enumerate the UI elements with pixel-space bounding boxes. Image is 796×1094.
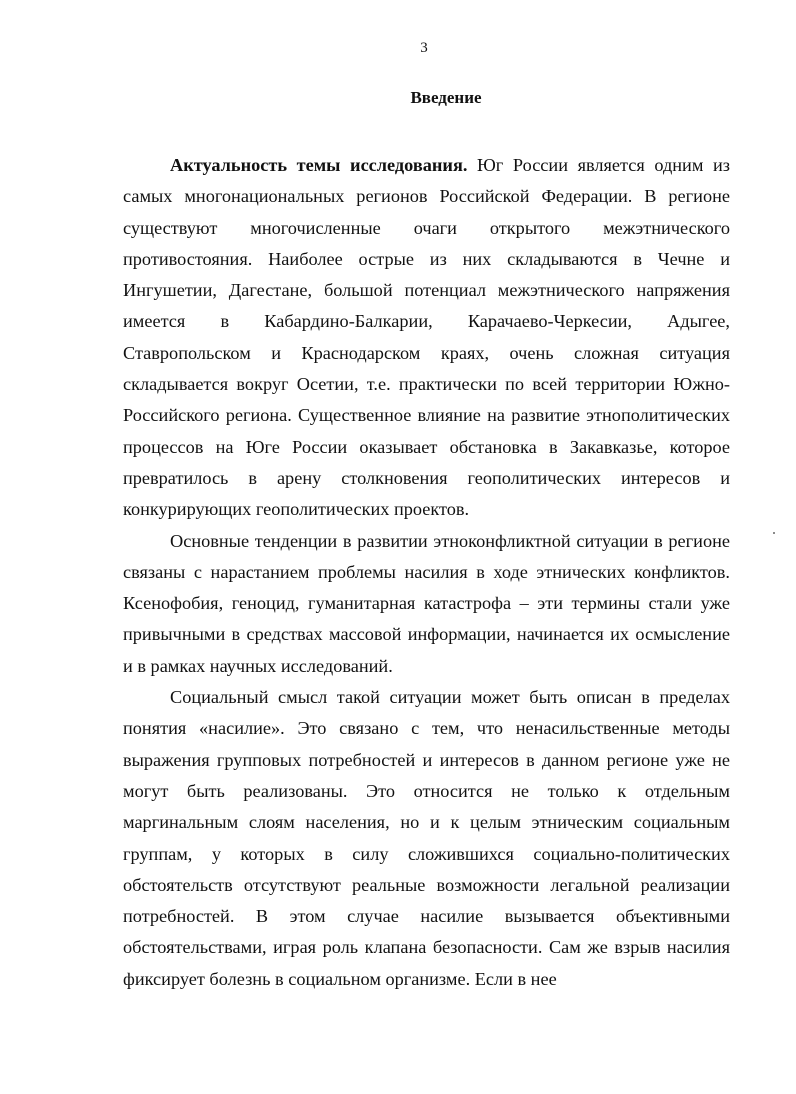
page-number: 3 xyxy=(420,40,428,56)
paragraph-relevance xyxy=(123,150,730,526)
body-text xyxy=(123,150,730,995)
paragraph-text: Основные тенденции в развитии этноконфликтной ситуации в регионе связаны с нарастанием проблемы насилия в ходе этнических конфликтов. Ксенофобия, геноцид, гуманитарная катастрофа – эти термины стали уже привычными в средствах массовой информации, начинается их осмысление и в рамках научных исследований. xyxy=(123,530,730,676)
scan-speck xyxy=(773,532,775,534)
section-title: Введение xyxy=(410,88,482,107)
paragraph-text: Юг России является одним из самых многонациональных регионов Российской Федерации. В регионе существуют многочисленные очаги открытого межэтнического противостояния. Наиболее острые из них складываются в Чечне и Ингушетии, Дагестане, большой потенциал межэтнического напряжения имеется в Кабардино-Балкарии, Карачаево-Черкесии, Адыгее, Ставропольском и Краснодарском краях, очень сложная ситуация складывается вокруг Осетии, т.е. практически по всей территории Южно-Российского региона. Существенное влияние на развитие этнополитических процессов на Юге России оказывает обстановка в Закавказье, которое превратилось в арену столкновения геополитических интересов и конкурирующих геополитических проектов. xyxy=(123,155,730,520)
paragraph-social-meaning xyxy=(123,682,730,995)
paragraph-text: Социальный смысл такой ситуации может быть описан в пределах понятия «насилие». Это связано с тем, что ненасильственные методы выражения групповых потребностей и интересов в данном регионе уже не могут быть реализованы. Это относится не только к отдельным маргинальным слоям населения, но и к целым этническим социальным группам, у которых в силу сложившихся социально-политических обстоятельств отсутствуют реальные возможности легальной реализации потребностей. В этом случае насилие вызывается объективными обстоятельствами, играя роль клапана безопасности. Сам же взрыв насилия фиксирует болезнь в социальном организме. Если в нее xyxy=(123,687,730,989)
paragraph-tendencies xyxy=(123,526,730,682)
paragraph-lead: Актуальность темы исследования. xyxy=(170,155,468,175)
